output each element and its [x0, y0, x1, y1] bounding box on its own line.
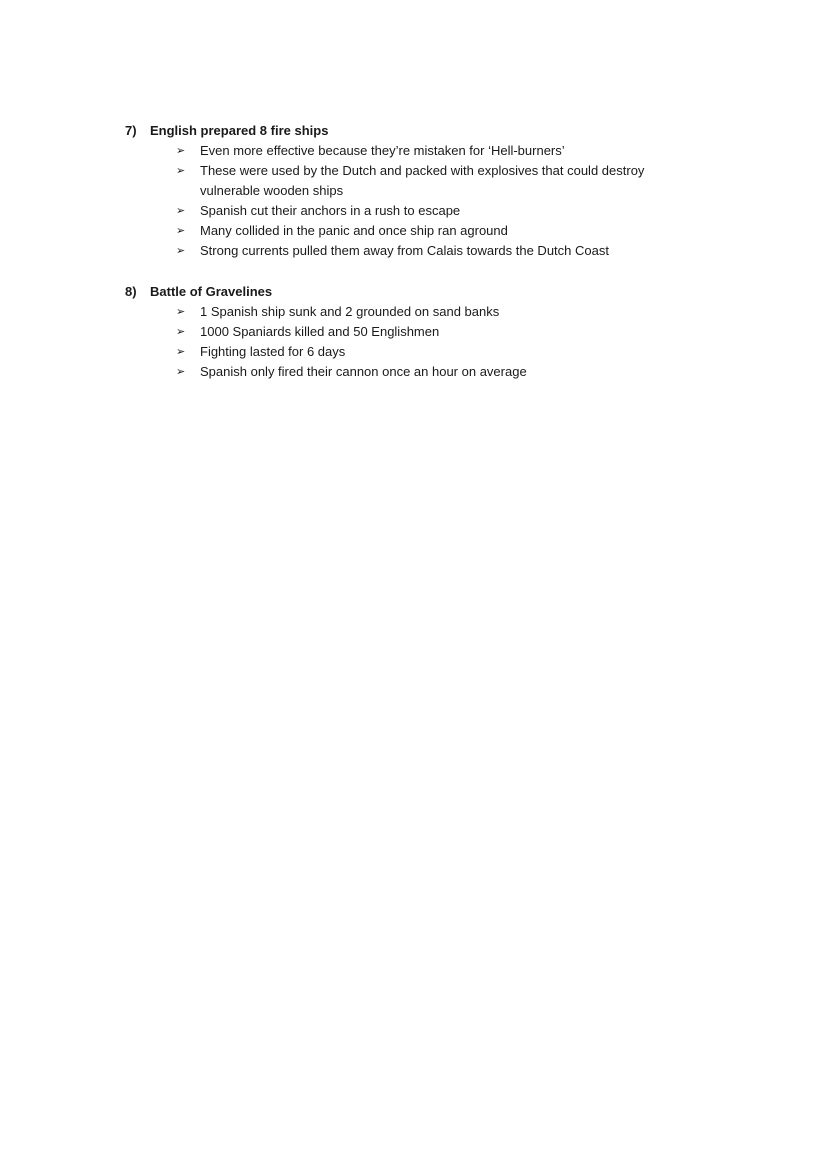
arrow-bullet-icon: ➢ [176, 366, 186, 378]
bullet-text: Strong currents pulled them away from Calais towards the Dutch Coast [200, 243, 609, 258]
bullet-text: Fighting lasted for 6 days [200, 344, 346, 359]
bullet-text: 1000 Spaniards killed and 50 Englishmen [200, 324, 440, 339]
arrow-bullet-icon: ➢ [176, 326, 186, 338]
list-item [176, 362, 725, 382]
list-item [176, 342, 725, 362]
list-item [176, 302, 725, 322]
bullet-text: Many collided in the panic and once ship ran aground [200, 223, 508, 238]
list-item [176, 241, 725, 261]
bullet-text: Spanish only fired their cannon once an hour on average [200, 364, 527, 379]
bullet-text: These were used by the Dutch and packed with explosives that could destroy vulnerable wooden ships [200, 163, 645, 198]
section-heading [125, 282, 725, 302]
bullet-list [125, 302, 725, 382]
section-title: Battle of Gravelines [150, 284, 273, 299]
arrow-bullet-icon: ➢ [176, 225, 186, 237]
arrow-bullet-icon: ➢ [176, 205, 186, 217]
list-item [176, 161, 725, 201]
section-heading [125, 121, 725, 141]
list-item [176, 221, 725, 241]
bullet-text: Spanish cut their anchors in a rush to escape [200, 203, 461, 218]
list-item [176, 141, 725, 161]
section-fire-ships [125, 121, 725, 261]
section-battle-of-gravelines [125, 282, 725, 382]
arrow-bullet-icon: ➢ [176, 245, 186, 257]
list-item [176, 201, 725, 221]
arrow-bullet-icon: ➢ [176, 165, 186, 177]
arrow-bullet-icon: ➢ [176, 306, 186, 318]
list-item [176, 322, 725, 342]
section-title: English prepared 8 fire ships [150, 123, 329, 138]
arrow-bullet-icon: ➢ [176, 145, 186, 157]
bullet-text: 1 Spanish ship sunk and 2 grounded on sand banks [200, 304, 500, 319]
section-number: 7) [125, 123, 137, 138]
section-number: 8) [125, 284, 137, 299]
bullet-list [125, 141, 725, 261]
arrow-bullet-icon: ➢ [176, 346, 186, 358]
bullet-text: Even more effective because they’re mistaken for ‘Hell-burners’ [200, 143, 565, 158]
